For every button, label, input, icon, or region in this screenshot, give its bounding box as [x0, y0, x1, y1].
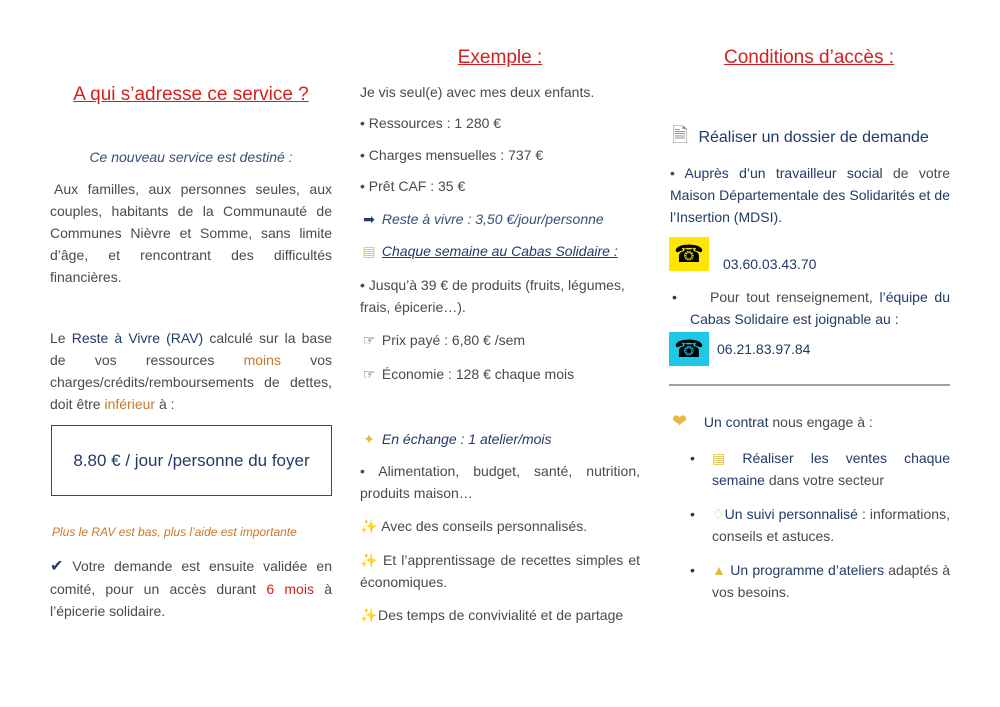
example-prix: ☞ Prix payé : 6,80 € /sem: [360, 329, 640, 351]
example-reste: ➡ Reste à vivre : 3,50 €/jour/personne: [360, 208, 640, 230]
rav-note: Plus le RAV est bas, plus l’aide est importante: [52, 525, 297, 539]
example-intro: Je vis seul(e) avec mes deux enfants.: [360, 84, 595, 100]
col1-paragraph: Aux familles, aux personnes seules, aux couples, habitants de la Communauté de Communes Nièvre et Somme, sans limite d’âge, et rencontrant des difficultés financières.: [50, 181, 332, 285]
contrat-heading: ❤ Un contrat nous engage à :: [672, 411, 873, 431]
pointing-hand-icon: ☞: [362, 366, 376, 382]
example-convivialite: ✨Des temps de convivialité et de partage: [360, 604, 640, 626]
checkmark-icon: ✔: [50, 558, 64, 575]
phone-cabas[interactable]: 06.21.83.97.84: [717, 341, 811, 357]
arrow-right-icon: ➡: [363, 211, 375, 227]
phone-icon: ☎: [669, 332, 709, 366]
col3-title: Conditions d’accès :: [723, 47, 895, 68]
divider: [669, 384, 950, 386]
handshake-icon: ✦: [363, 431, 375, 447]
contrat-item-ventes: • ▤ Réaliser les ventes chaque semaine dans votre secteur: [690, 450, 950, 488]
aupres-paragraph: • Auprès d’un travailleur social de votre Maison Départementale des Solidarités et de l’Insertion (MDSI).: [670, 165, 950, 225]
example-pret: • Prêt CAF : 35 €: [360, 178, 466, 194]
sparkles-icon: ✨: [360, 518, 378, 534]
document-icon: 🗎: [672, 125, 689, 147]
rav-name: Reste à Vivre (RAV): [71, 330, 204, 346]
example-produits: • Jusqu’à 39 € de produits (fruits, légumes, frais, épicerie…).: [360, 277, 625, 315]
col2-title: Exemple :: [457, 47, 543, 68]
rav-threshold-box: [51, 425, 332, 496]
example-ressources: • Ressources : 1 280 €: [360, 115, 502, 131]
rav-paragraph: Le Reste à Vivre (RAV) calculé sur la base de vos ressources moins vos charges/crédits/remboursements de dettes, doit être inférieur à :: [50, 330, 333, 412]
dossier-heading: 🗎 Réaliser un dossier de demande: [672, 121, 952, 155]
lightbulb-icon: ♢: [712, 506, 725, 522]
pointing-hand-icon: ☞: [362, 332, 376, 348]
rav-threshold: 8.80 € / jour /personne du foyer: [73, 450, 310, 470]
cart-icon: ▤: [712, 450, 726, 466]
contrat-item-suivi: • ♢Un suivi personnalisé : informations, conseils et astuces.: [690, 506, 950, 544]
contrat-item-ateliers: • ▲ Un programme d’ateliers adaptés à vos besoins.: [690, 562, 951, 600]
col1-intro: Ce nouveau service est destiné :: [89, 149, 293, 165]
money-icon: ▤: [362, 243, 376, 259]
renseignement-paragraph: • Pour tout renseignement, l’équipe du Cabas Solidaire est joignable au :: [672, 289, 950, 327]
example-charges: • Charges mensuelles : 737 €: [360, 147, 544, 163]
handshake-icon: ❤: [672, 411, 688, 431]
echange-title: ✦ En échange : 1 atelier/mois: [360, 428, 640, 450]
cabas-title: ▤ Chaque semaine au Cabas Solidaire :: [360, 240, 640, 262]
example-recettes: ✨ Et l’apprentissage de recettes simples et économiques.: [360, 549, 640, 593]
graduation-cap-icon: ▲: [712, 562, 727, 578]
example-conseils: ✨ Avec des conseils personnalisés.: [360, 515, 640, 537]
validation-paragraph: ✔ Votre demande est ensuite validée en comité, pour un accès durant 6 mois à l’épicerie solidaire.: [50, 558, 333, 619]
col1-title: A qui s’adresse ce service ?: [73, 84, 309, 105]
phone-mdsi[interactable]: 03.60.03.43.70: [723, 256, 817, 272]
sparkles-icon: ✨: [360, 552, 378, 568]
phone-icon: ☎: [669, 237, 709, 271]
example-economie: ☞ Économie : 128 € chaque mois: [360, 363, 640, 385]
sparkles-icon: ✨: [360, 607, 378, 623]
example-themes: • Alimentation, budget, santé, nutrition, produits maison…: [360, 463, 640, 501]
